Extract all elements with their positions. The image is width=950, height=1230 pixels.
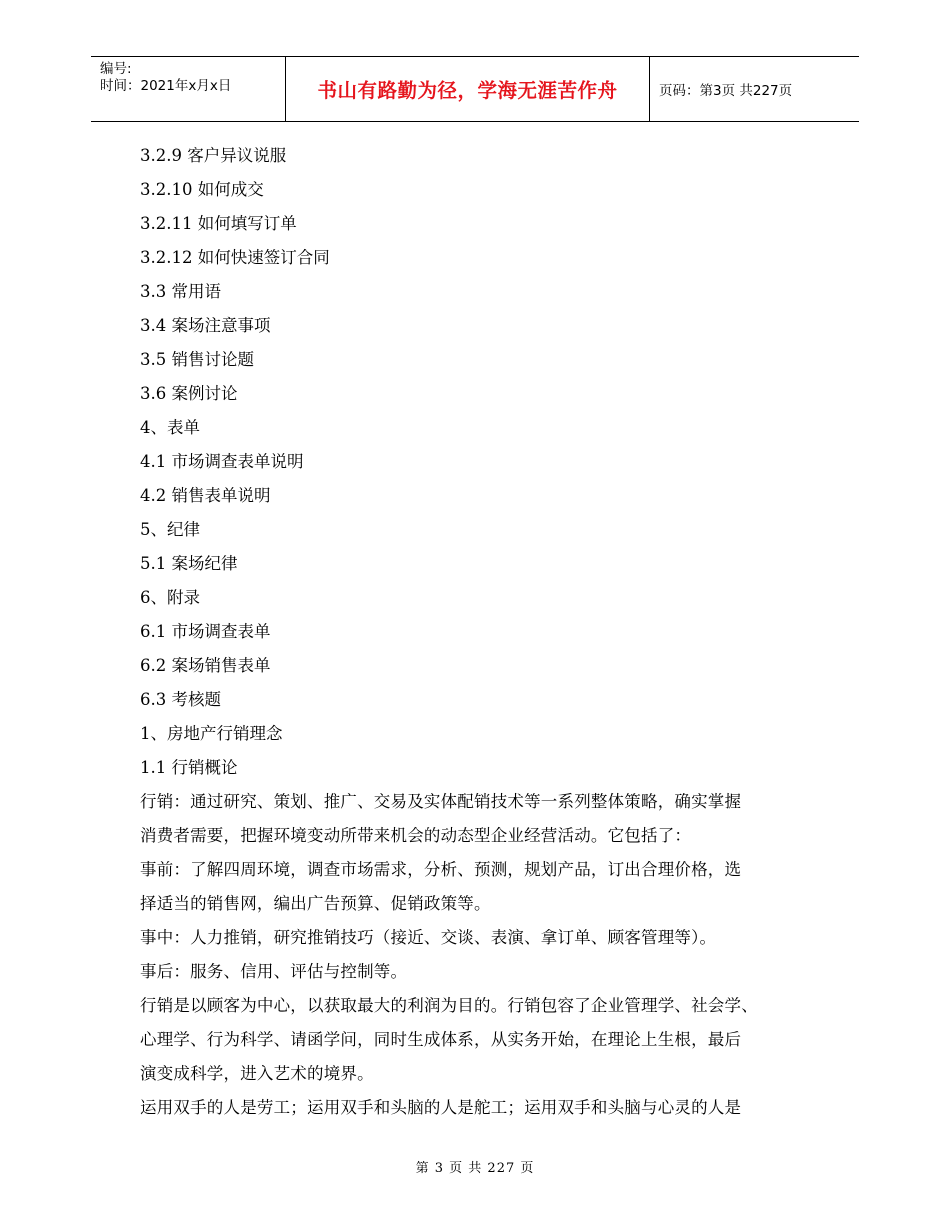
- toc-line: 5、纪律: [140, 520, 200, 539]
- paragraph-line: 心理学、行为科学、请函学问，同时生成体系，从实务开始，在理论上生根，最后: [140, 1030, 742, 1049]
- paragraph-line: 消费者需要，把握环境变动所带来机会的动态型企业经营活动。它包括了：: [140, 826, 692, 845]
- paragraph-line: 事中：人力推销，研究推销技巧（接近、交谈、表演、拿订单、顾客管理等）。: [140, 928, 717, 947]
- header-motto: 书山有路勤为径，学海无涯苦作舟: [286, 57, 650, 121]
- paragraph-after-stage: [140, 955, 830, 989]
- paragraph-hands-and-mind: [140, 1091, 830, 1125]
- serial-label: 编号:: [100, 61, 132, 77]
- toc-line: 3.2.12 如何快速签订合同: [140, 248, 330, 267]
- section-heading: 1、房地产行销理念: [140, 724, 283, 743]
- paragraph-marketing-definition: [140, 785, 830, 853]
- toc-line: 3.2.11 如何填写订单: [140, 214, 297, 233]
- toc-line: 4.2 销售表单说明: [140, 486, 271, 505]
- paragraph-line: 行销：通过研究、策划、推广、交易及实体配销技术等一系列整体策略，确实掌握: [140, 792, 742, 811]
- header-meta-cell: [91, 57, 286, 121]
- paragraph-line: 行销是以顾客为中心，以获取最大的利润为目的。行销包容了企业管理学、社会学、: [140, 996, 758, 1015]
- toc-line: 3.2.10 如何成交: [140, 180, 264, 199]
- paragraph-line: 运用双手的人是劳工；运用双手和头脑的人是舵工；运用双手和头脑与心灵的人是: [140, 1098, 742, 1117]
- paragraph-during-stage: [140, 921, 830, 955]
- toc-line: 3.2.9 客户异议说服: [140, 146, 287, 165]
- subsection-heading: 1.1 行销概论: [140, 758, 238, 777]
- toc-line: 3.6 案例讨论: [140, 384, 238, 403]
- page-header: [91, 56, 859, 122]
- toc-line: 3.3 常用语: [140, 282, 221, 301]
- paragraph-customer-centric: [140, 989, 830, 1091]
- toc-line: 4.1 市场调查表单说明: [140, 452, 304, 471]
- header-page-label: 页码：第3页 共227页: [659, 83, 793, 99]
- time-label: 时间：2021年x月x日: [100, 78, 232, 94]
- toc-line: 6、附录: [140, 588, 200, 607]
- paragraph-line: 择适当的销售网，编出广告预算、促销政策等。: [140, 894, 491, 913]
- toc-line: 3.5 销售讨论题: [140, 350, 254, 369]
- paragraph-line: 演变成科学，进入艺术的境界。: [140, 1064, 374, 1083]
- toc-line: 4、表单: [140, 418, 200, 437]
- toc-line: 6.2 案场销售表单: [140, 656, 271, 675]
- toc-line: 6.1 市场调查表单: [140, 622, 271, 641]
- paragraph-before-stage: [140, 853, 830, 921]
- paragraph-line: 事后：服务、信用、评估与控制等。: [140, 962, 408, 981]
- paragraph-line: 事前：了解四周环境，调查市场需求，分析、预测，规划产品，订出合理价格，选: [140, 860, 742, 879]
- toc-line: 3.4 案场注意事项: [140, 316, 271, 335]
- toc-line: 6.3 考核题: [140, 690, 221, 709]
- document-body: [140, 139, 830, 1125]
- page-footer: 第 3 页 共 227 页: [415, 1161, 535, 1176]
- toc-line: 5.1 案场纪律: [140, 554, 238, 573]
